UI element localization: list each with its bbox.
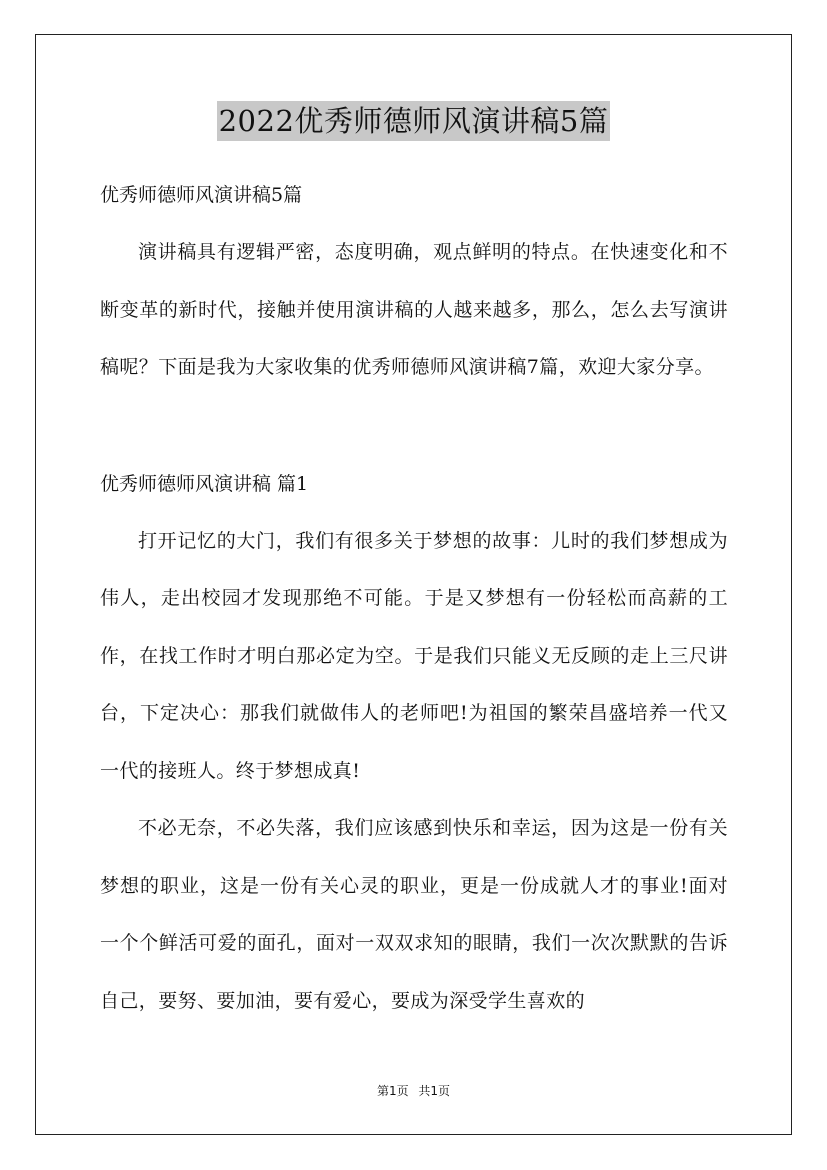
title-container <box>0 101 827 141</box>
section-heading: 优秀师德师风演讲稿 篇1 <box>100 472 309 495</box>
page-footer <box>0 1082 827 1099</box>
document-title: 2022优秀师德师风演讲稿5篇 <box>217 101 611 141</box>
page-number-total: 共1页 <box>418 1084 451 1098</box>
section-spacer <box>100 397 728 455</box>
document-subtitle: 优秀师德师风演讲稿5篇 <box>100 184 303 206</box>
intro-paragraph: 演讲稿具有逻辑严密，态度明确，观点鲜明的特点。在快速变化和不断变革的新时代，接触并使用演讲稿的人越来越多，那么，怎么去写演讲稿呢？下面是我为大家收集的优秀师德师风演讲稿7篇，欢迎大家分享。 <box>100 241 728 378</box>
body-paragraph-2: 不必无奈，不必失落，我们应该感到快乐和幸运，因为这是一份有关梦想的职业，这是一份有关心灵的职业，更是一份成就人才的事业!面对一个个鲜活可爱的面孔，面对一双双求知的眼睛，我们一次次默默的告诉自己，要努、要加油，要有爱心，要成为深受学生喜欢的 <box>100 817 728 1012</box>
document-body <box>100 166 728 1030</box>
body-paragraph-1: 打开记忆的大门，我们有很多关于梦想的故事：儿时的我们梦想成为伟人，走出校园才发现那绝不可能。于是又梦想有一份轻松而高薪的工作，在找工作时才明白那必定为空。于是我们只能义无反顾的走上三尺讲台，下定决心：那我们就做伟人的老师吧!为祖国的繁荣昌盛培养一代又一代的接班人。终于梦想成真! <box>100 529 728 782</box>
page-number-current: 第1页 <box>376 1084 409 1098</box>
